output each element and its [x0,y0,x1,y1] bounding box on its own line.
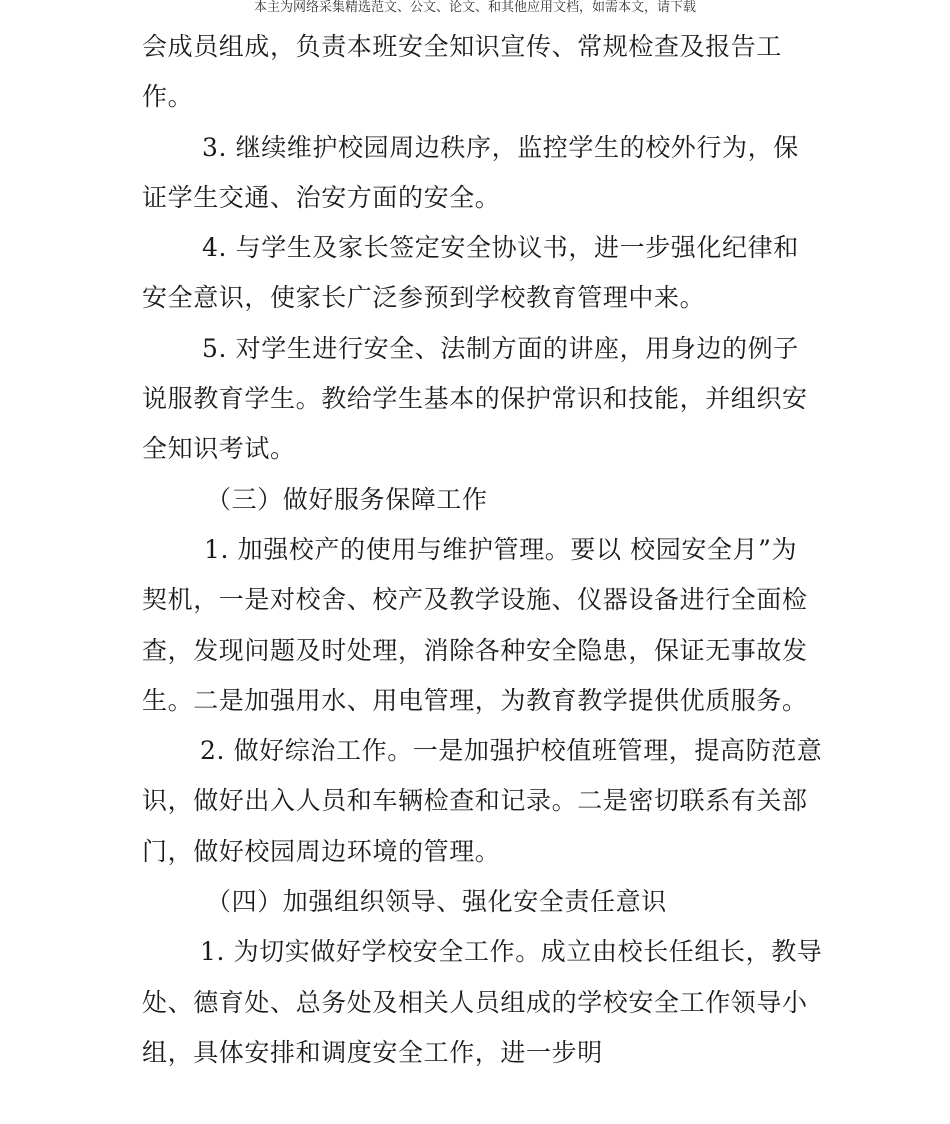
document-header-note: 本主为网络采集精选范文、公文、论文、和其他应用文档，如需本文，请下载 [253,0,696,15]
document-body [142,22,832,1078]
text-line: 组，具体安排和调度安全工作，进一步明 [142,1037,603,1067]
text-line: 查，发现问题及时处理，消除各种安全隐患，保证无事故发 [142,635,808,665]
list-item-1: 1. 加强校产的使用与维护管理。要以 校园安全月”为 [204,534,798,564]
text-line: 处、德育处、总务处及相关人员组成的学校安全工作领导小 [142,987,808,1017]
text-line: 作。 [142,82,194,112]
text-line: 说服教育学生。教给学生基本的保护常识和技能，并组织安 [142,384,808,414]
section-heading-3: （三）做好服务保障工作 [206,484,488,514]
list-item-2: 2. 做好综治工作。一是加强护校值班管理，提高防范意 [200,736,823,766]
text-line: 证学生交通、治安方面的安全。 [142,182,501,212]
section-heading-4: （四）加强组织领导、强化安全责任意识 [206,887,667,917]
text-line: 契机，一是对校舍、校产及教学设施、仪器设备进行全面检 [142,585,808,615]
text-line: 门，做好校园周边环境的管理。 [142,836,501,866]
list-item-5: 5. 对学生进行安全、法制方面的讲座，用身边的例子 [202,333,799,363]
list-item-3: 3. 继续维护校园周边秩序，监控学生的校外行为，保 [202,132,799,162]
text-line: 安全意识，使家长广泛参预到学校教育管理中来。 [142,283,706,313]
list-item-4: 4. 与学生及家长签定安全协议书，进一步强化纪律和 [202,233,799,263]
list-item-1: 1. 为切实做好学校安全工作。成立由校长任组长，教导 [200,937,823,967]
text-line: 全知识考试。 [142,434,296,464]
text-line: 生。二是加强用水、用电管理，为教育教学提供优质服务。 [142,685,808,715]
text-line: 会成员组成，负责本班安全知识宣传、常规检查及报告工 [142,32,783,61]
text-line: 识，做好出入人员和车辆检查和记录。二是密切联系有关部 [142,786,808,816]
